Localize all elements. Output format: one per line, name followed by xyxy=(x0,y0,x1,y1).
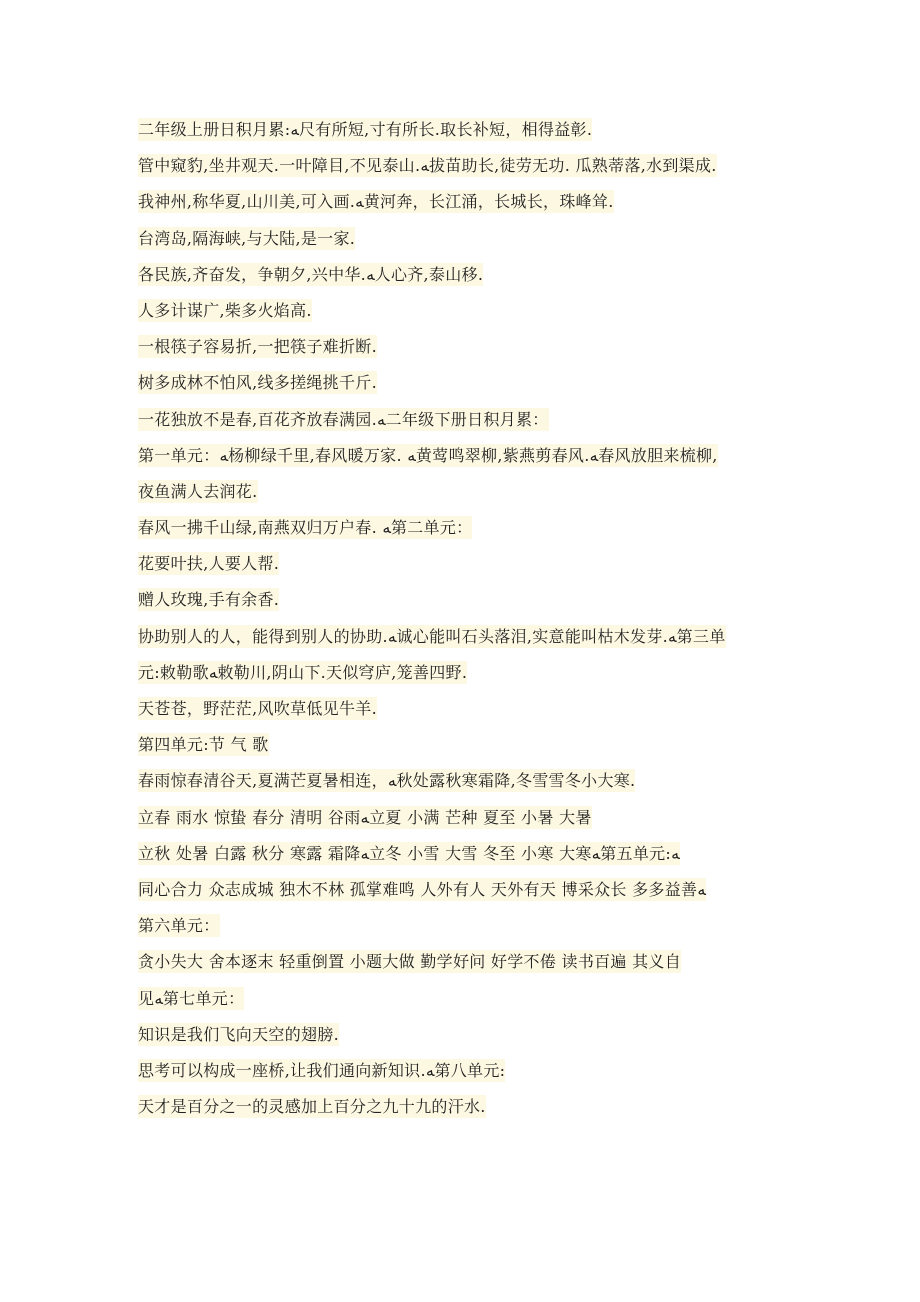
text-line-3 xyxy=(138,189,788,225)
text-line-14-text: 赠人玫瑰,手有余香. xyxy=(138,590,280,610)
text-line-7 xyxy=(138,334,788,370)
text-line-13-text: 花要叶扶,人要人帮. xyxy=(138,554,280,574)
text-line-6 xyxy=(138,298,788,334)
text-line-7-text: 一根筷子容易折,一把筷子难折断. xyxy=(138,337,377,357)
text-line-20 xyxy=(138,805,788,841)
text-line-17 xyxy=(138,696,788,732)
text-line-4-text: 台湾岛,隔海峡,与大陆,是一家. xyxy=(138,228,356,248)
text-line-15-text: 协助别人的人，能得到别人的协助.ﻪ诚心能叫石头落泪,实意能叫枯木发芽.ﻪ第三单 xyxy=(138,626,726,646)
text-line-24 xyxy=(138,949,788,985)
text-line-18-text: 第四单元:节 气 歌 xyxy=(138,735,269,755)
text-line-12-text: 春风一拂千山绿,南燕双归万户春. ﻪ第二单元： xyxy=(138,518,473,538)
text-line-19 xyxy=(138,768,788,804)
text-line-20-text: 立春 雨水 惊蛰 春分 清明 谷雨ﻪ立夏 小满 芒种 夏至 小暑 大暑 xyxy=(138,807,592,827)
text-line-15 xyxy=(138,624,788,660)
text-line-13 xyxy=(138,551,788,587)
text-line-9-text: 一花独放不是春,百花齐放春满园.ﻪ二年级下册日积月累： xyxy=(138,409,549,429)
text-line-11 xyxy=(138,479,788,515)
text-line-23 xyxy=(138,913,788,949)
document-body xyxy=(138,117,788,1130)
text-line-18 xyxy=(138,732,788,768)
text-line-16-text: 元:敕勒歌ﻪ敕勒川,阴山下.天似穹庐,笼善四野. xyxy=(138,662,468,682)
text-line-12 xyxy=(138,515,788,551)
text-line-17-text: 天苍苍，野茫茫,风吹草低见牛羊. xyxy=(138,699,377,718)
text-line-21 xyxy=(138,841,788,877)
text-line-22 xyxy=(138,877,788,913)
text-line-27 xyxy=(138,1058,788,1094)
text-line-19-text: 春雨惊春清谷天,夏满芒夏暑相连，ﻪ秋处露秋寒霜降,冬雪雪冬小大寒. xyxy=(138,771,636,791)
text-line-26 xyxy=(138,1022,788,1058)
text-line-25-text: 见ﻪ第七单元： xyxy=(138,988,245,1008)
text-line-26-text: 知识是我们飞向天空的翅膀. xyxy=(138,1024,339,1044)
text-line-23-text: 第六单元： xyxy=(138,916,220,936)
text-line-2 xyxy=(138,153,788,189)
text-line-10-text: 第一单元：ﻪ杨柳绿千里,春风暖万家. ﻪ黄莺鸣翠柳,紫燕剪春风.ﻪ春风放胆来梳柳, xyxy=(138,445,718,465)
text-line-11-text: 夜鱼满人去润花. xyxy=(138,481,258,501)
text-line-22-text: 同心合力 众志成城 独木不林 孤掌难鸣 人外有人 天外有天 博采众长 多多益善ﻪ xyxy=(138,879,706,899)
text-line-8-text: 树多成林不怕风,线多搓绳挑千斤. xyxy=(138,373,377,393)
text-line-4 xyxy=(138,226,788,262)
text-line-27-text: 思考可以构成一座桥,让我们通向新知识.ﻪ第八单元: xyxy=(138,1060,506,1080)
text-line-24-text: 贪小失大 舍本逐末 轻重倒置 小题大做 勤学好问 好学不倦 读书百遍 其义自 xyxy=(138,952,682,972)
text-line-5 xyxy=(138,262,788,298)
text-line-9 xyxy=(138,407,788,443)
text-line-10 xyxy=(138,443,788,479)
text-line-8 xyxy=(138,370,788,406)
text-line-16 xyxy=(138,660,788,696)
text-line-1 xyxy=(138,117,788,153)
text-line-5-text: 各民族,齐奋发，争朝夕,兴中华.ﻪ人心齐,泰山移. xyxy=(138,264,484,284)
text-line-28-text: 天才是百分之一的灵感加上百分之九十九的汗水. xyxy=(138,1097,486,1117)
text-line-6-text: 人多计谋广,柴多火焰高. xyxy=(138,300,312,320)
text-line-14 xyxy=(138,587,788,623)
text-line-25 xyxy=(138,986,788,1022)
text-line-3-text: 我神州,称华夏,山川美,可入画.ﻪ黄河奔，长江涌，长城长，珠峰耸. xyxy=(138,192,614,212)
text-line-28 xyxy=(138,1094,788,1130)
text-line-21-text: 立秋 处暑 白露 秋分 寒露 霜降ﻪ立冬 小雪 大雪 冬至 小寒 大寒ﻪ第五单元:ﻪ xyxy=(138,843,680,863)
text-line-1-text: 二年级上册日积月累:ﻪ尺有所短,寸有所长.取长补短，相得益彰. xyxy=(138,120,593,139)
text-line-2-text: 管中窥豹,坐井观天.一叶障目,不见泰山.ﻪ拔苗助长,徒劳无功. 瓜熟蒂落,水到渠成. xyxy=(138,156,717,176)
